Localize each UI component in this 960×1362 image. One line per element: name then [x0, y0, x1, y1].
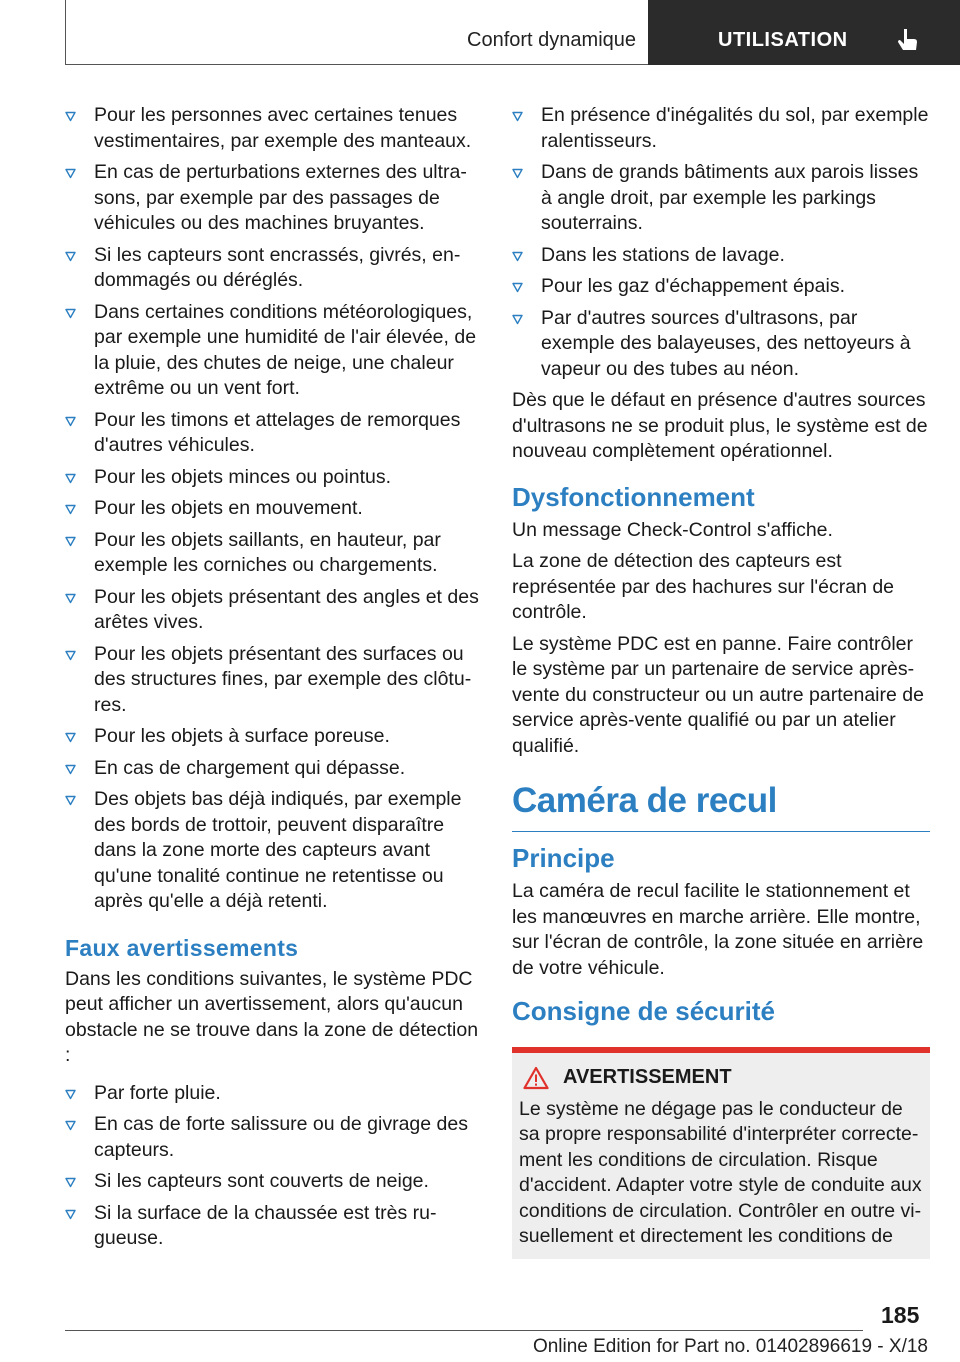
list-item — [65, 724, 480, 750]
triangle-bullet-icon — [512, 251, 523, 262]
page-number: 185 — [881, 1302, 920, 1328]
heading-safety: Consigne de sécurité — [512, 996, 775, 1026]
triangle-bullet-icon — [65, 1209, 76, 1220]
triangle-bullet-icon — [65, 251, 76, 262]
list-item — [512, 306, 930, 383]
list-item-text: Pour les personnes avec certaines tenues vestimentaires, par exemple des manteaux. — [94, 104, 472, 152]
malfunction-paragraph: Un message Check-Control s'affiche. — [512, 518, 833, 541]
list-item-text: Dans les stations de lavage. — [541, 243, 785, 266]
list-item — [65, 300, 480, 402]
triangle-bullet-icon — [65, 650, 76, 661]
list-item-text: Pour les objets à surface poreuse. — [94, 725, 390, 747]
list-item-text: Pour les objets présentant des angles et des arêtes vives. — [94, 585, 479, 633]
ultrasound-recovery-paragraph: Dès que le défaut en présence d'autres sources d'ultrasons ne se produit plus, le système est de nouveau complètement opérationnel. — [512, 389, 928, 462]
list-item-text: Pour les objets présentant des surfaces ou des structures fines, par exemple des clôtures. — [94, 642, 472, 716]
list-item-text: Pour les gaz d'échappement épais. — [541, 275, 846, 297]
list-item — [512, 103, 930, 154]
list-item-text: Des objets bas déjà indiqués, par exemple des bords de trottoir, peuvent disparaître dans la zone morte des capteurs avant qu'une tonalité continue ne retentisse ou après qu'elle a déjà retenti. — [94, 788, 462, 912]
header-chapter-tab[interactable] — [648, 0, 960, 65]
list-item — [65, 243, 480, 294]
list-item — [65, 756, 480, 782]
triangle-bullet-icon — [65, 168, 76, 179]
heading-malfunction: Dysfonctionnement — [512, 481, 755, 512]
list-item — [65, 408, 480, 459]
list-item-text: Par d'autres sources d'ultrasons, par exemple des balayeuses, des nettoyeurs à vapeur ou des tubes au néon. — [541, 306, 911, 380]
false-warnings-intro: Dans les conditions suivantes, le système PDC peut afficher un avertissement, alors qu'aucun obstacle ne se trouve dans la zone de détection : — [65, 967, 479, 1066]
list-item-text: Si les capteurs sont couverts de neige. — [94, 1170, 429, 1192]
list-item — [65, 642, 480, 719]
list-item-text: Pour les objets en mouvement. — [94, 497, 363, 519]
triangle-bullet-icon — [512, 314, 523, 325]
header-left-rule — [65, 0, 66, 64]
warning-box — [512, 1047, 930, 1259]
list-item — [65, 787, 480, 915]
malfunction-paragraph: Le système PDC est en panne. Faire contrôler le système par un partenaire de service après-vente du constructeur ou un autre partenaire de service après-vente qualifié ou par un atelier qualifié. — [512, 632, 924, 757]
triangle-bullet-icon — [65, 111, 76, 122]
header-chapter-label: UTILISATION — [718, 29, 848, 51]
triangle-bullet-icon — [65, 764, 76, 775]
left-bullet-list-1 — [65, 103, 480, 915]
triangle-bullet-icon — [65, 795, 76, 806]
list-item-text: En présence d'inégalités du sol, par exemple ralentisseurs. — [541, 104, 929, 152]
triangle-bullet-icon — [512, 168, 523, 179]
malfunction-paragraph: La zone de détection des capteurs est représentée par des hachures sur l'écran de contrôle. — [512, 550, 895, 623]
heading-false-warnings: Faux avertissements — [65, 934, 299, 961]
list-item — [65, 496, 480, 522]
warning-text: Le système ne dégage pas le conducteur de sa propre responsabilité d'interpréter correctement les conditions de circulation. Risque d'accident. Adapter votre style de conduite aux conditions de circulation. Contrôler en outre visuellement et directement les conditions de — [519, 1097, 922, 1247]
right-column — [512, 103, 930, 1259]
triangle-bullet-icon — [65, 593, 76, 604]
list-item-text: Si les capteurs sont encrassés, givrés, endommagés ou déréglés. — [94, 243, 461, 291]
list-item-text: Pour les objets saillants, en hauteur, par exemple les corniches ou chargements. — [94, 528, 441, 576]
principle-paragraph: La caméra de recul facilite le stationnement et les manœuvres en marche arrière. Elle montre, sur l'écran de contrôle, la zone située en arrière de votre véhicule. — [512, 880, 924, 979]
list-item — [65, 103, 480, 154]
list-item — [65, 1201, 480, 1252]
triangle-bullet-icon — [65, 536, 76, 547]
list-item-text: Pour les objets minces ou pointus. — [94, 465, 391, 488]
triangle-bullet-icon — [512, 111, 523, 122]
list-item — [65, 528, 480, 579]
heading-principle: Principe — [512, 843, 615, 873]
header-section-title: Confort dynamique — [467, 29, 636, 51]
list-item-text: Dans de grands bâtiments aux parois lisses à angle droit, par exemple les parkings souterrains. — [541, 161, 919, 234]
list-item — [65, 1169, 480, 1195]
list-item — [65, 1081, 480, 1107]
triangle-bullet-icon — [65, 416, 76, 427]
list-item — [65, 160, 480, 237]
section-title-rear-camera: Caméra de recul — [512, 779, 930, 832]
triangle-bullet-icon — [65, 504, 76, 515]
triangle-bullet-icon — [65, 732, 76, 743]
hand-pointer-icon — [894, 26, 922, 54]
list-item-text: Pour les timons et attelages de remorques d'autres véhicules. — [94, 408, 461, 456]
left-bullet-list-2 — [65, 1081, 480, 1252]
list-item-text: Si la surface de la chaussée est très rugueuse. — [94, 1201, 437, 1249]
footer-edition-text: Online Edition for Part no. 01402896619 - X/18 — [532, 1336, 928, 1357]
list-item-text: En cas de perturbations externes des ultrasons, par exemple par des passages de véhicules ou des machines bruyantes. — [94, 161, 467, 234]
list-item-text: Par forte pluie. — [94, 1081, 221, 1104]
list-item-text: En cas de chargement qui dépasse. — [94, 756, 406, 779]
triangle-bullet-icon — [65, 1120, 76, 1131]
right-bullet-list-1 — [512, 103, 930, 382]
list-item-text: Dans certaines conditions météorologiques, par exemple une humidité de l'air élevée, de la pluie, des chutes de neige, une chaleur extrême ou un vent fort. — [94, 300, 477, 399]
list-item — [512, 274, 930, 300]
header-rule — [65, 64, 648, 65]
triangle-bullet-icon — [65, 308, 76, 319]
warning-triangle-icon — [523, 1066, 549, 1090]
list-item — [65, 465, 480, 491]
triangle-bullet-icon — [512, 282, 523, 293]
left-column — [65, 103, 480, 1258]
warning-title-text: AVERTISSEMENT — [563, 1066, 732, 1088]
triangle-bullet-icon — [65, 1089, 76, 1100]
list-item — [65, 585, 480, 636]
warning-title — [519, 1065, 923, 1091]
list-item — [512, 243, 930, 269]
list-item — [65, 1112, 480, 1163]
triangle-bullet-icon — [65, 473, 76, 484]
list-item — [512, 160, 930, 237]
triangle-bullet-icon — [65, 1177, 76, 1188]
list-item-text: En cas de forte salissure ou de givrage des capteurs. — [94, 1113, 468, 1161]
footer-rule — [65, 1330, 863, 1331]
